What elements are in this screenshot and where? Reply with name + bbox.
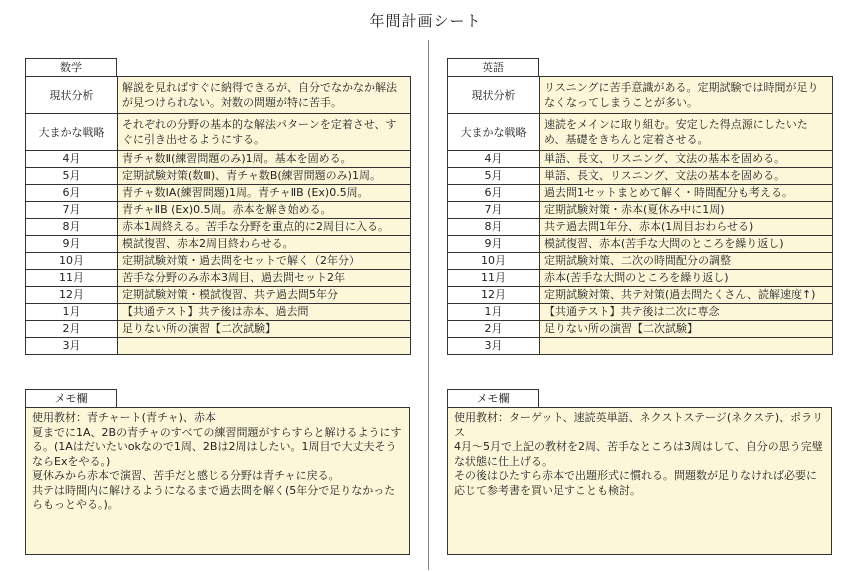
month-plan: 模試復習、赤本2周目終わらせる。 <box>118 236 411 253</box>
month-label: 12月 <box>26 287 118 304</box>
table-row <box>448 253 833 270</box>
table-row <box>26 114 411 151</box>
month-label: 9月 <box>26 236 118 253</box>
table-row <box>448 77 833 114</box>
subject-tab-math: 数学 <box>25 58 117 76</box>
table-row <box>26 168 411 185</box>
table-row <box>448 287 833 304</box>
month-label: 7月 <box>448 202 540 219</box>
month-plan: 青チャ数Ⅱ(練習問題のみ)1周。基本を固める。 <box>118 151 411 168</box>
memo-tab-math: メモ欄 <box>25 389 117 407</box>
month-plan: 赤本(苦手な大問のところを繰り返し) <box>540 270 833 287</box>
table-row <box>448 202 833 219</box>
table-row <box>448 270 833 287</box>
month-label: 9月 <box>448 236 540 253</box>
month-label: 1月 <box>26 304 118 321</box>
table-row <box>448 151 833 168</box>
month-plan: 模試復習、赤本(苦手な大問のところを繰り返し) <box>540 236 833 253</box>
table-row <box>26 202 411 219</box>
month-plan: 単語、長文、リスニング、文法の基本を固める。 <box>540 151 833 168</box>
table-row <box>448 321 833 338</box>
month-plan: 【共通テスト】共テ後は赤本、過去問 <box>118 304 411 321</box>
month-plan: 定期試験対策、共テ対策(過去問たくさん、読解速度↑) <box>540 287 833 304</box>
month-label: 3月 <box>26 338 118 355</box>
month-label: 3月 <box>448 338 540 355</box>
status-text: リスニングに苦手意識がある。定期試験では時間が足りなくなってしまうことが多い。 <box>540 77 833 114</box>
table-row <box>26 270 411 287</box>
status-text: 解説を見ればすぐに納得できるが、自分でなかなか解法が見つけられない。対数の問題が特に苦手。 <box>118 77 411 114</box>
month-label: 1月 <box>448 304 540 321</box>
math-plan-table <box>25 76 411 355</box>
month-label: 2月 <box>26 321 118 338</box>
table-row <box>26 77 411 114</box>
month-label: 6月 <box>448 185 540 202</box>
month-label: 4月 <box>26 151 118 168</box>
memo-tab-english: メモ欄 <box>447 389 539 407</box>
table-row <box>26 185 411 202</box>
month-plan: 赤本1周終える。苦手な分野を重点的に2周目に入る。 <box>118 219 411 236</box>
month-plan: 定期試験対策、二次の時間配分の調整 <box>540 253 833 270</box>
month-plan: 青チャ数ⅠA(練習問題)1周。青チャⅡB (Ex)0.5周。 <box>118 185 411 202</box>
month-plan: 単語、長文、リスニング、文法の基本を固める。 <box>540 168 833 185</box>
month-label: 5月 <box>448 168 540 185</box>
month-label: 2月 <box>448 321 540 338</box>
memo-text-english: 使用教材：ターゲット、速読英単語、ネクストステージ(ネクステ)、ポラリス 4月〜5月で上記の教材を2周、苦手なところは3周はして、自分の思う完璧な状態に仕上げる。 その後はひたすら赤本で出題形式に慣れる。問題数が足りなければ必要に応じて参考書を買い足すことも検討。 <box>447 407 832 555</box>
table-row <box>448 219 833 236</box>
month-plan: 定期試験対策・赤本(夏休み中に1周) <box>540 202 833 219</box>
english-plan-table <box>447 76 833 355</box>
month-label: 8月 <box>26 219 118 236</box>
month-label: 8月 <box>448 219 540 236</box>
month-plan: 共テ過去問1年分、赤本(1周目おわらせる) <box>540 219 833 236</box>
table-row <box>26 253 411 270</box>
table-row <box>448 236 833 253</box>
month-label: 11月 <box>448 270 540 287</box>
table-row <box>26 151 411 168</box>
month-plan: 過去問1セットまとめて解く・時間配分も考える。 <box>540 185 833 202</box>
strategy-label: 大まかな戦略 <box>26 114 118 151</box>
month-plan <box>118 338 411 355</box>
month-label: 4月 <box>448 151 540 168</box>
table-row <box>26 236 411 253</box>
strategy-text: それぞれの分野の基本的な解法パターンを定着させ、すぐに引き出せるようにする。 <box>118 114 411 151</box>
strategy-label: 大まかな戦略 <box>448 114 540 151</box>
table-row <box>448 168 833 185</box>
center-divider <box>428 40 429 570</box>
month-label: 12月 <box>448 287 540 304</box>
table-row <box>448 304 833 321</box>
month-label: 5月 <box>26 168 118 185</box>
month-plan: 足りない所の演習【二次試験】 <box>540 321 833 338</box>
month-label: 7月 <box>26 202 118 219</box>
month-label: 11月 <box>26 270 118 287</box>
status-label: 現状分析 <box>26 77 118 114</box>
page-title: 年間計画シート <box>369 12 482 30</box>
month-plan: 青チャⅡB (Ex)0.5周。赤本を解き始める。 <box>118 202 411 219</box>
month-plan: 定期試験対策(数Ⅲ)、青チャ数B(練習問題のみ)1周。 <box>118 168 411 185</box>
month-label: 6月 <box>26 185 118 202</box>
table-row <box>26 304 411 321</box>
month-label: 10月 <box>448 253 540 270</box>
month-label: 10月 <box>26 253 118 270</box>
memo-text-math: 使用教材：青チャート(青チャ)、赤本 夏までに1A、2Bの青チャのすべての練習問題がすらすらと解けるようにする。(1Aはだいたいokなので1周、2Bは2周はしたい。1周目で大丈夫そうならExをやる。) 夏休みから赤本で演習、苦手だと感じる分野は青チャに戻る。 共テは時間内に解けるようになるまで過去問を解く(5年分で足りなかったらもっとやる。)。 <box>25 407 410 555</box>
status-label: 現状分析 <box>448 77 540 114</box>
month-plan: 定期試験対策・模試復習、共テ過去問5年分 <box>118 287 411 304</box>
month-plan: 足りない所の演習【二次試験】 <box>118 321 411 338</box>
month-plan: 苦手な分野のみ赤本3周目、過去問セット2年 <box>118 270 411 287</box>
table-row <box>26 321 411 338</box>
table-row <box>448 114 833 151</box>
subject-tab-english: 英語 <box>447 58 539 76</box>
table-row <box>26 287 411 304</box>
month-plan: 【共通テスト】共テ後は二次に専念 <box>540 304 833 321</box>
table-row <box>26 219 411 236</box>
strategy-text: 速読をメインに取り組む。安定した得点源にしたいため、基礎をきちんと定着させる。 <box>540 114 833 151</box>
table-row <box>448 338 833 355</box>
table-row <box>448 185 833 202</box>
table-row <box>26 338 411 355</box>
month-plan: 定期試験対策・過去問をセットで解く（2年分） <box>118 253 411 270</box>
month-plan <box>540 338 833 355</box>
